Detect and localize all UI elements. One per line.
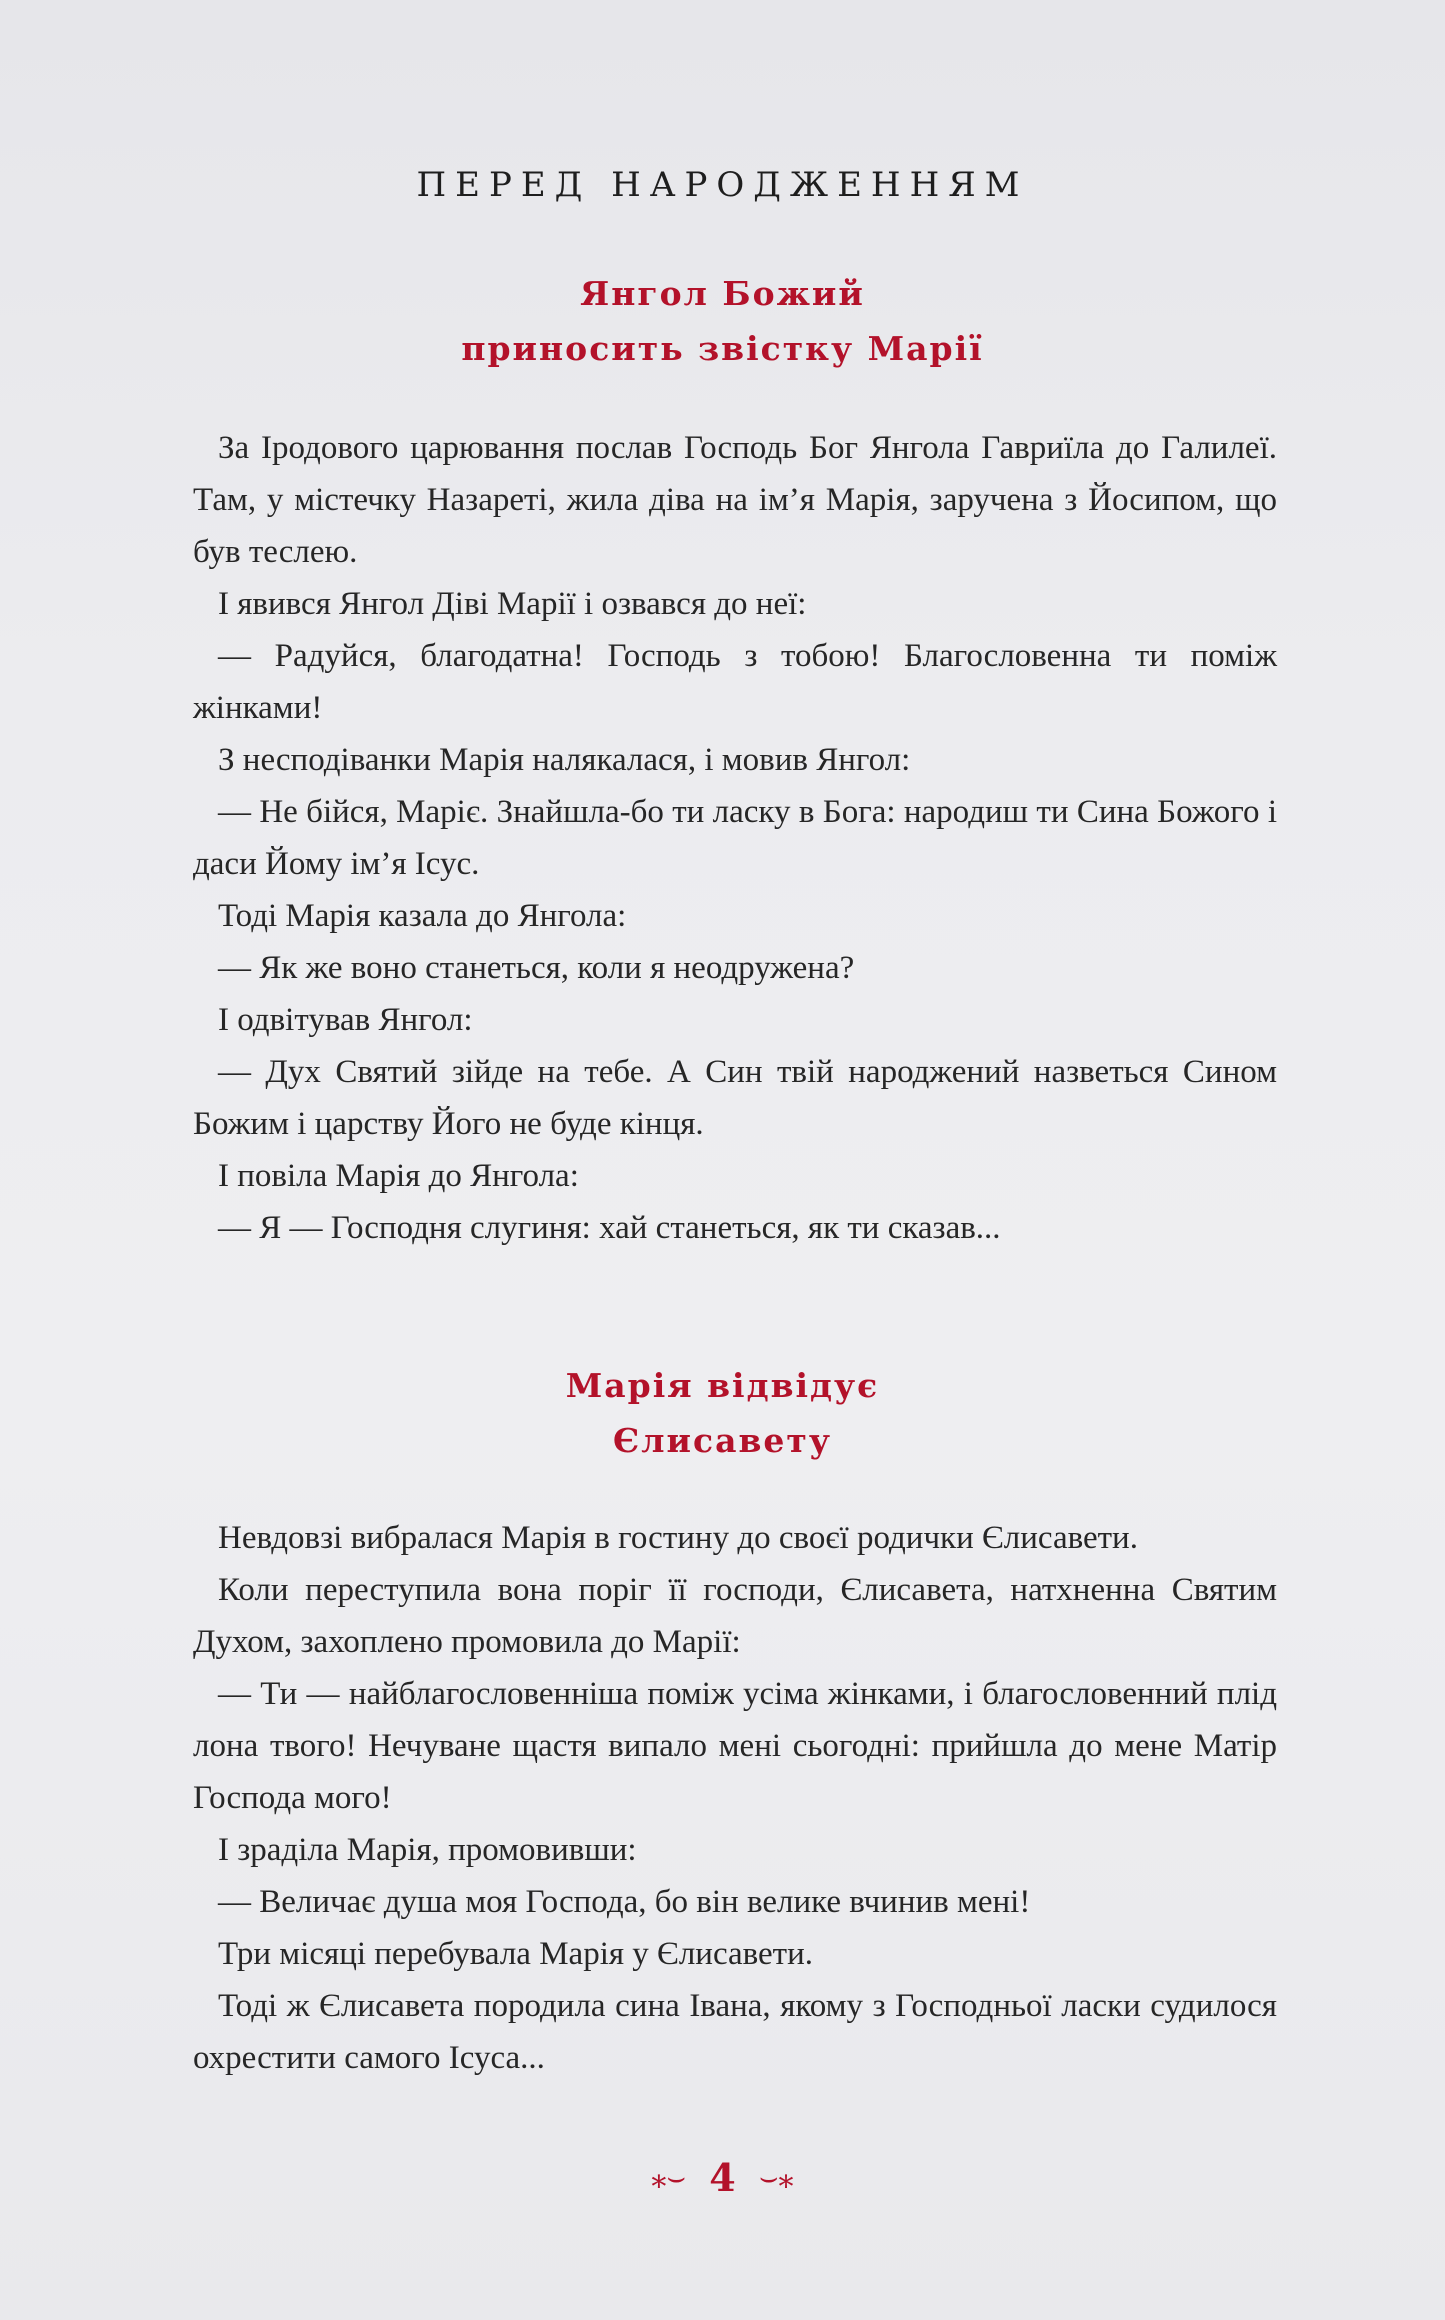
paragraph: — Як же воно станеться, коли я неодружена? <box>218 950 855 986</box>
section-title-annunciation <box>0 266 1445 376</box>
paragraph: За Іродового царювання послав Господь Бог Янгола Гавриїла до Галилеї. Там, у містечку Назареті, жила діва на ім’я Марія, заручена з Йосипом, що був теслею. <box>193 430 1277 570</box>
paragraph: — Не бійся, Маріє. Знайшла-бо ти ласку в Бога: народиш ти Сина Божого і даси Йому ім’я Ісус. <box>193 794 1277 882</box>
section-title-line: Марія відвідує <box>565 1366 880 1405</box>
page-footer <box>0 2155 1445 2200</box>
ornament-left-icon: ⁎⌣ <box>651 2160 687 2195</box>
section-body-annunciation <box>193 422 1277 1254</box>
paragraph: Тоді Марія казала до Янгола: <box>218 898 627 934</box>
paragraph: — Величає душа моя Господа, бо він велике вчинив мені! <box>218 1884 1031 1920</box>
paragraph: — Ти — найблагословенніша поміж усіма жінками, і благословенний плід лона твого! Нечуване щастя випало мені сьогодні: прийшла до мене Матір Господа мого! <box>193 1676 1277 1816</box>
section-body-visitation <box>193 1512 1277 2084</box>
paragraph: — Я — Господня слугиня: хай станеться, як ти сказав... <box>218 1210 1001 1246</box>
section-title-line: Єлисавету <box>613 1421 832 1460</box>
paragraph: З несподіванки Марія налякалася, і мовив Янгол: <box>218 742 911 778</box>
paragraph: І зраділа Марія, промовивши: <box>218 1832 637 1868</box>
page-number: 4 <box>709 2155 736 2200</box>
paragraph: І одвітував Янгол: <box>218 1002 473 1038</box>
ornament-right-icon: ⌣⁎ <box>758 2160 794 2195</box>
section-title-line: Янгол Божий <box>580 274 865 313</box>
paragraph: І явився Янгол Діві Марії і озвався до неї: <box>218 586 807 622</box>
section-title-visitation <box>0 1358 1445 1468</box>
paragraph: Три місяці перебувала Марія у Єлисавети. <box>218 1936 814 1972</box>
paragraph: Тоді ж Єлисавета породила сина Івана, якому з Господньої ласки судилося охрестити самого Ісуса... <box>193 1988 1277 2076</box>
paragraph: Коли переступила вона поріг її господи, Єлисавета, натхненна Святим Духом, захоплено промовила до Марії: <box>193 1572 1277 1660</box>
paragraph: Невдовзі вибралася Марія в гостину до своєї родички Єлисавети. <box>218 1520 1138 1556</box>
paragraph: І повіла Марія до Янгола: <box>218 1158 579 1194</box>
running-head: ПЕРЕД НАРОДЖЕННЯМ <box>416 165 1029 205</box>
paragraph: — Дух Святий зійде на тебе. А Син твій народжений назветься Сином Божим і царству Його не буде кінця. <box>193 1054 1277 1142</box>
paragraph: — Радуйся, благодатна! Господь з тобою! Благословенна ти поміж жінками! <box>193 638 1277 726</box>
section-title-line: приносить звістку Марії <box>461 329 984 368</box>
